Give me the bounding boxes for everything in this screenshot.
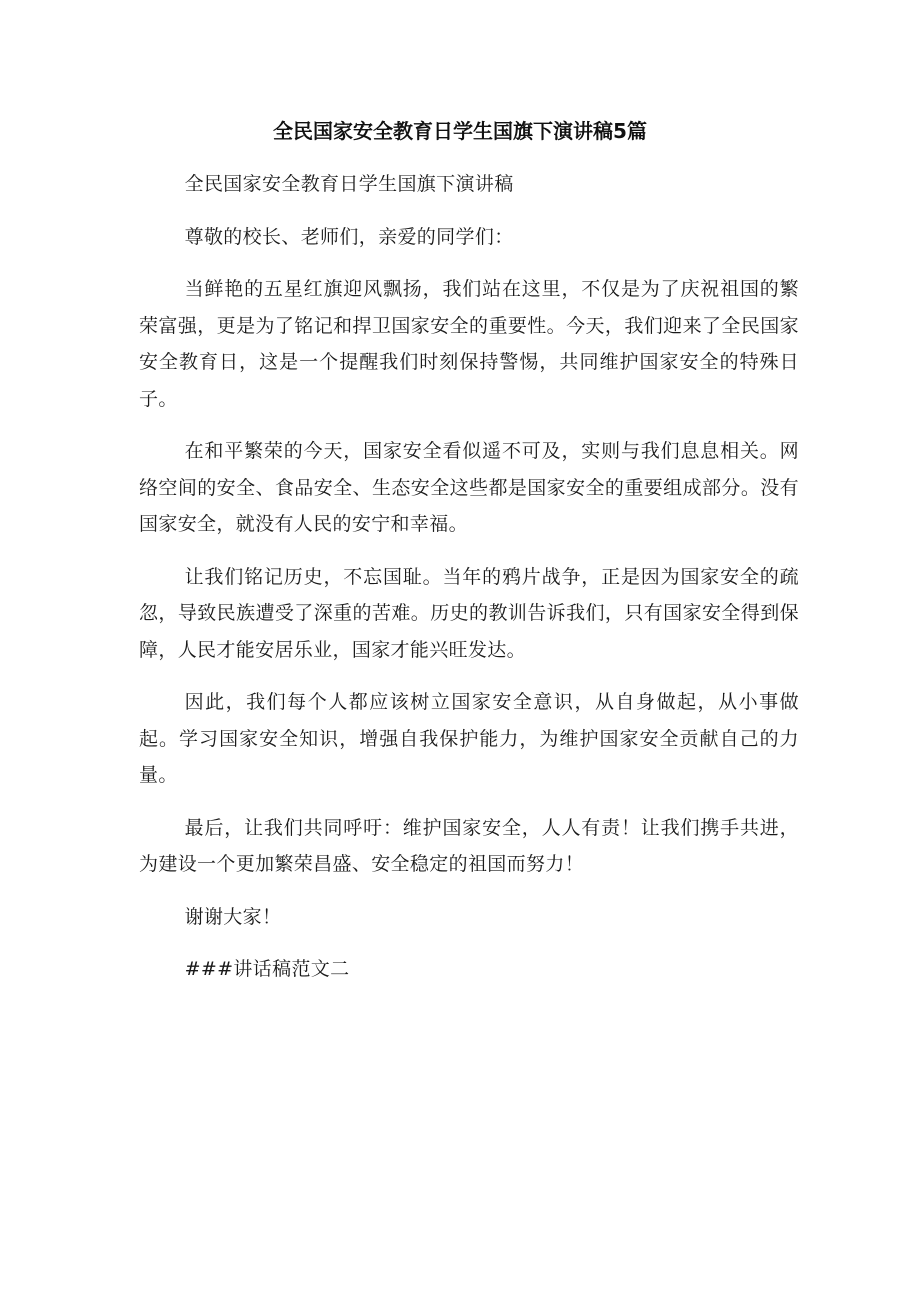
document-body [139,166,799,1004]
paragraph: 当鲜艳的五星红旗迎风飘扬，我们站在这里，不仅是为了庆祝祖国的繁荣富强，更是为了铭记和捍卫国家安全的重要性。今天，我们迎来了全民国家安全教育日，这是一个提醒我们时刻保持警惕，共同维护国家安全的特殊日子。 [139,278,799,410]
speech-heading: 全民国家安全教育日学生国旗下演讲稿 [184,173,514,195]
paragraph-greeting: 尊敬的校长、老师们，亲爱的同学们： [184,225,514,248]
paragraph: 让我们铭记历史，不忘国耻。当年的鸦片战争，正是因为国家安全的疏忽，导致民族遭受了深重的苦难。历史的教训告诉我们，只有国家安全得到保障，人民才能安居乐业，国家才能兴旺发达。 [139,565,799,661]
section-heading: ###讲话稿范文二 [184,958,350,980]
paragraph-thanks: 谢谢大家！ [184,905,282,928]
paragraph-closing: 最后，让我们共同呼吁：维护国家安全，人人有责！让我们携手共进，为建设一个更加繁荣昌盛、安全稳定的祖国而努力！ [139,816,799,875]
paragraph: 因此，我们每个人都应该树立国家安全意识，从自身做起，从小事做起。学习国家安全知识，增强自我保护能力，为维护国家安全贡献自己的力量。 [139,691,799,786]
paragraph: 在和平繁荣的今天，国家安全看似遥不可及，实则与我们息息相关。网络空间的安全、食品安全、生态安全这些都是国家安全的重要组成部分。没有国家安全，就没有人民的安宁和幸福。 [139,440,799,535]
document-title: 全民国家安全教育日学生国旗下演讲稿5篇 [273,119,647,143]
